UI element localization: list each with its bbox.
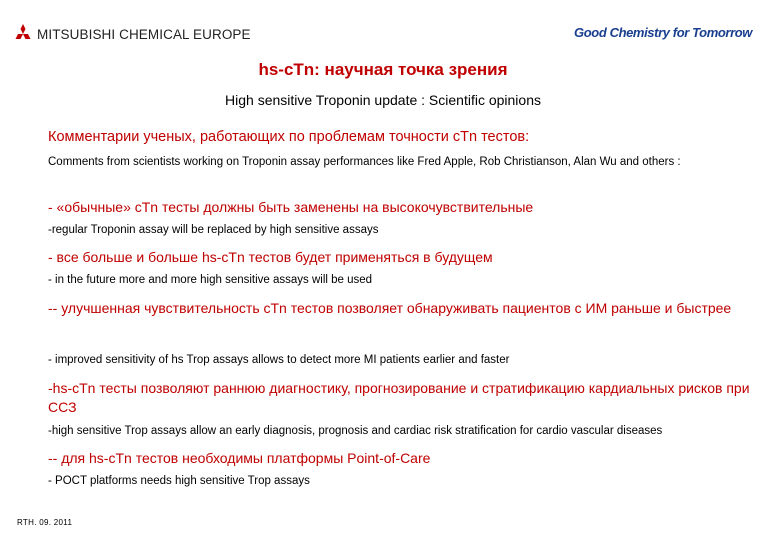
- point-5-ru: -- для hs-cTn тестов необходимы платформы Point-of-Care: [48, 450, 431, 466]
- company-logo: [12, 24, 251, 44]
- page-subtitle: High sensitive Troponin update : Scientific opinions: [225, 92, 541, 108]
- footer-date: RTH. 09. 2011: [17, 518, 73, 527]
- tagline-rest: for Tomorrow: [669, 25, 752, 40]
- point-4-en: -high sensitive Trop assays allow an early diagnosis, prognosis and cardiac risk stratification for cardio vascular diseases: [48, 425, 663, 437]
- company-name: MITSUBISHI CHEMICAL EUROPE: [37, 26, 251, 42]
- point-4-ru: -hs-cTn тесты позволяют раннюю диагностику, прогнозирование и стратификацию кардиальных рисков при ССЗ: [48, 380, 750, 415]
- three-diamonds-icon: [12, 24, 34, 44]
- point-1-ru: - «обычные» cTn тесты должны быть заменены на высокочувствительные: [48, 199, 534, 215]
- point-3-ru: -- улучшенная чувствительность cTn тестов позволяет обнаруживать пациентов с ИМ раньше и быстрее: [48, 300, 732, 316]
- tagline-logo: [574, 25, 752, 40]
- point-1-en: -regular Troponin assay will be replaced by high sensitive assays: [48, 224, 379, 236]
- point-2-en: - in the future more and more high sensitive assays will be used: [48, 274, 373, 286]
- point-2-ru: - все больше и больше hs-cTn тестов будет применяться в будущем: [48, 249, 493, 265]
- point-5-en: - POCT platforms needs high sensitive Trop assays: [48, 475, 310, 487]
- tagline-good: Good: [574, 25, 610, 40]
- point-3-en: - improved sensitivity of hs Trop assays allows to detect more MI patients earlier and faster: [48, 354, 510, 366]
- page-title: hs-cTn: научная точка зрения: [258, 60, 508, 79]
- intro-ru: Комментарии ученых, работающих по проблемам точности cTn тестов:: [48, 129, 530, 145]
- tagline-chemistry: Chemistry: [609, 25, 670, 40]
- intro-en: Comments from scientists working on Troponin assay performances like Fred Apple, Rob Christianson, Alan Wu and others :: [48, 156, 681, 168]
